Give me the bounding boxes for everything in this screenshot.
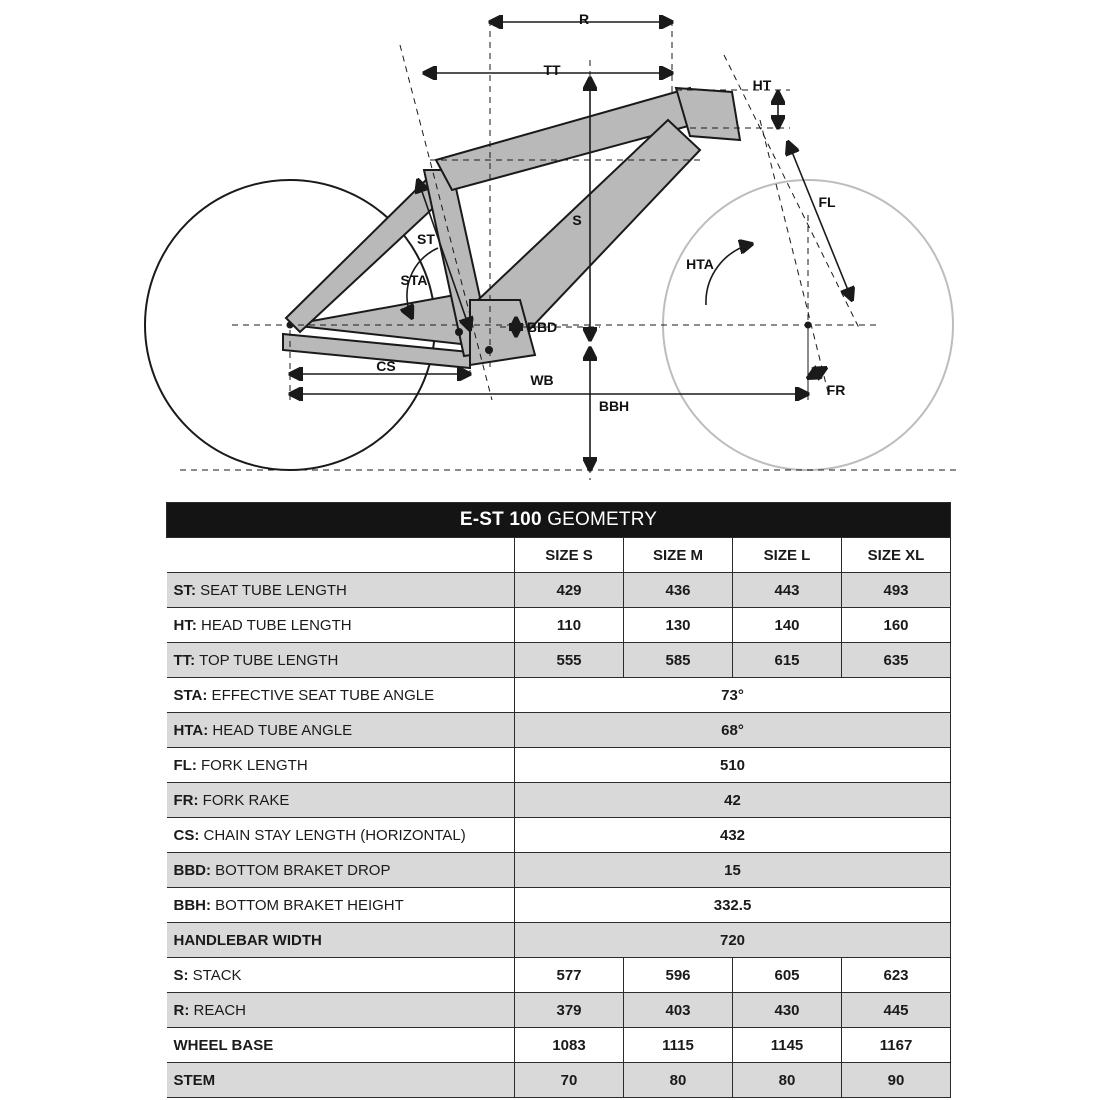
row-label-code: FR:	[173, 791, 199, 809]
table-row	[167, 1063, 951, 1098]
dim-label-FL: FL	[818, 194, 836, 210]
row-label	[167, 1063, 515, 1098]
row-value: 510	[515, 748, 951, 783]
row-value: 720	[515, 923, 951, 958]
row-label-name: EFFECTIVE SEAT TUBE ANGLE	[207, 686, 435, 704]
table-row	[167, 713, 951, 748]
table-title	[167, 503, 951, 538]
row-value: 430	[733, 993, 842, 1028]
frame-shape	[283, 88, 740, 368]
row-label-name: REACH	[189, 1001, 247, 1019]
row-label-code: R:	[173, 1001, 190, 1019]
dim-label-BBD: BBD	[526, 319, 558, 335]
dim-label-CS: CS	[376, 358, 396, 374]
row-value: 15	[515, 853, 951, 888]
row-value: 70	[515, 1063, 624, 1098]
table-row	[167, 608, 951, 643]
row-value: 577	[515, 958, 624, 993]
row-label	[167, 923, 515, 958]
row-value: 80	[733, 1063, 842, 1098]
row-label	[167, 678, 515, 713]
row-label-code: HANDLEBAR WIDTH	[173, 931, 322, 949]
row-value: 73°	[515, 678, 951, 713]
dim-label-R: R	[578, 11, 590, 27]
row-value: 605	[733, 958, 842, 993]
row-label-name: BOTTOM BRAKET DROP	[211, 861, 391, 879]
row-label	[167, 993, 515, 1028]
row-value: 432	[515, 818, 951, 853]
row-value: 585	[624, 643, 733, 678]
row-value: 1115	[624, 1028, 733, 1063]
row-label-name: FORK RAKE	[198, 791, 290, 809]
row-label-code: WHEEL BASE	[173, 1036, 274, 1054]
row-value: 623	[842, 958, 951, 993]
dim-label-ST: ST	[417, 231, 435, 247]
table-row	[167, 958, 951, 993]
row-label	[167, 958, 515, 993]
row-value: 68°	[515, 713, 951, 748]
row-value: 493	[842, 573, 951, 608]
row-label-code: CS:	[173, 826, 200, 844]
row-value: 436	[624, 573, 733, 608]
row-value: 403	[624, 993, 733, 1028]
row-value: 90	[842, 1063, 951, 1098]
row-label-code: STA:	[173, 686, 208, 704]
row-value: 1145	[733, 1028, 842, 1063]
row-label	[167, 1028, 515, 1063]
row-value: 445	[842, 993, 951, 1028]
row-label	[167, 608, 515, 643]
row-label-code: FL:	[173, 756, 197, 774]
table-title-model: E-ST 100	[459, 509, 542, 530]
row-label-code: HT:	[173, 616, 197, 634]
row-label-code: STEM	[173, 1071, 216, 1089]
row-value: 555	[515, 643, 624, 678]
row-value: 443	[733, 573, 842, 608]
row-label-name: TOP TUBE LENGTH	[195, 651, 339, 669]
geometry-table	[166, 502, 951, 1098]
row-label	[167, 783, 515, 818]
row-value: 110	[515, 608, 624, 643]
geometry-table-body	[167, 503, 951, 1098]
table-row	[167, 993, 951, 1028]
row-label-name: SEAT TUBE LENGTH	[196, 581, 347, 599]
row-value: 1167	[842, 1028, 951, 1063]
row-label-code: TT:	[173, 651, 196, 669]
header-blank-cell	[167, 538, 515, 573]
row-label-name: BOTTOM BRAKET HEIGHT	[211, 896, 404, 914]
table-row	[167, 1028, 951, 1063]
row-value: 379	[515, 993, 624, 1028]
row-label-name: CHAIN STAY LENGTH (HORIZONTAL)	[199, 826, 466, 844]
row-value: 140	[733, 608, 842, 643]
table-header-row	[167, 538, 951, 573]
table-row	[167, 853, 951, 888]
row-value: 1083	[515, 1028, 624, 1063]
row-label-code: S:	[173, 966, 189, 984]
row-label-name: FORK LENGTH	[196, 756, 308, 774]
row-label	[167, 573, 515, 608]
dim-label-HTA: HTA	[686, 256, 714, 272]
table-row	[167, 783, 951, 818]
row-value: 42	[515, 783, 951, 818]
row-value: 615	[733, 643, 842, 678]
row-label-name: STACK	[188, 966, 242, 984]
dim-label-FR: FR	[826, 382, 846, 398]
row-value: 80	[624, 1063, 733, 1098]
row-label	[167, 713, 515, 748]
column-header-size: SIZE XL	[842, 538, 951, 573]
table-row	[167, 818, 951, 853]
table-row	[167, 678, 951, 713]
dim-label-WB: WB	[530, 372, 554, 388]
row-value: 429	[515, 573, 624, 608]
row-label	[167, 643, 515, 678]
row-label	[167, 888, 515, 923]
row-value: 160	[842, 608, 951, 643]
table-title-row	[167, 503, 951, 538]
row-label	[167, 818, 515, 853]
geometry-table-container	[166, 502, 951, 1098]
row-value: 635	[842, 643, 951, 678]
column-header-size: SIZE M	[624, 538, 733, 573]
dim-label-BBH: BBH	[598, 398, 630, 414]
dim-label-HT: HT	[752, 77, 772, 93]
row-label	[167, 748, 515, 783]
row-label	[167, 853, 515, 888]
row-value: 596	[624, 958, 733, 993]
dim-label-TT: TT	[543, 62, 561, 78]
column-header-size: SIZE L	[733, 538, 842, 573]
row-label-code: ST:	[173, 581, 196, 599]
table-title-suffix: GEOMETRY	[541, 509, 658, 530]
table-row	[167, 573, 951, 608]
table-row	[167, 923, 951, 958]
table-row	[167, 643, 951, 678]
column-header-size: SIZE S	[515, 538, 624, 573]
row-label-name: HEAD TUBE ANGLE	[208, 721, 353, 739]
bike-geometry-diagram	[0, 0, 1100, 495]
dim-label-S: S	[572, 212, 582, 228]
row-label-code: BBD:	[173, 861, 211, 879]
row-label-name: HEAD TUBE LENGTH	[196, 616, 352, 634]
table-row	[167, 888, 951, 923]
dim-label-STA: STA	[400, 272, 428, 288]
row-value: 130	[624, 608, 733, 643]
row-label-code: BBH:	[173, 896, 211, 914]
diagram-svg	[0, 0, 1100, 495]
table-row	[167, 748, 951, 783]
row-value: 332.5	[515, 888, 951, 923]
row-label-code: HTA:	[173, 721, 209, 739]
